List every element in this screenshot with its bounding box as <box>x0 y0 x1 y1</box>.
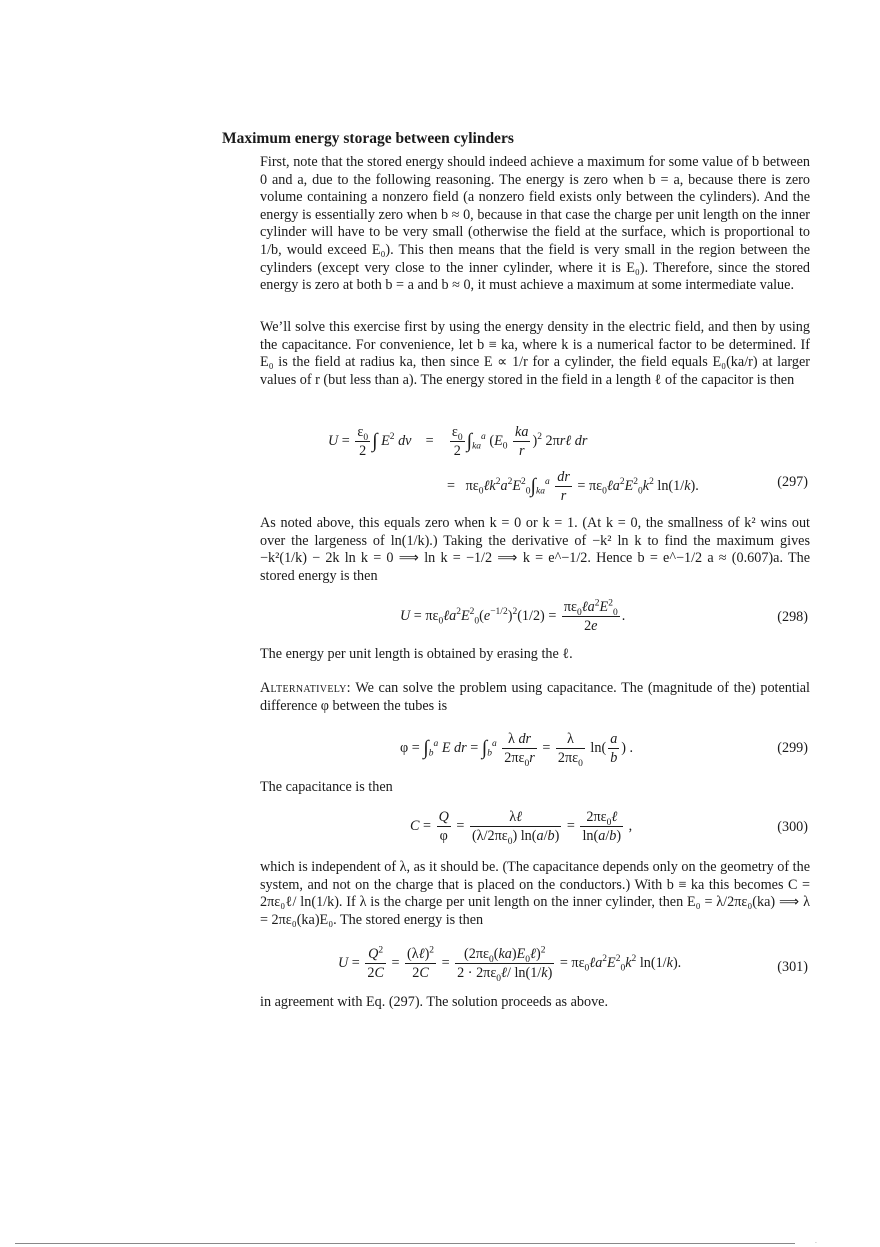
equation-number: (300) <box>777 819 808 835</box>
paragraph-text: We’ll solve this exercise first by using the energy density in the electric field, and then by using the capacitance. For convenience, let b ≡ ka, where k is a numerical factor to be determined. If E₀ is the field at radius ka, then since E ∝ 1/r for a cylinder, the field equals E₀(ka/r) at larger values of r (but less than a). The energy stored in the field in a length ℓ of the capacitor is then <box>260 319 810 388</box>
paragraph-text: The energy per unit length is obtained by erasing the ℓ. <box>260 646 573 662</box>
paragraph-text: As noted above, this equals zero when k = 0 or k = 1. (At k = 0, the smallness of k² wins out over the largeness of ln(1/k).) Taking the derivative of −k² ln k to find the maximum gives −k²(1/k) − 2k ln k = 0 ⟹ ln k = −1/2 ⟹ k = e^−1/2. Hence b = e^−1/2 a ≈ (0.607)a. The stored energy is then <box>260 515 810 584</box>
equation-297-line-1: U = $\frac{\varepsilon_0}{2}$ ∫ $E^2$ dv = $\frac{\varepsilon_0}{2}$ $\int_{ka}^a$ ($E_0$ $\frac{ka}{r}$ )$^2$ 2πrℓ dr <box>328 424 588 459</box>
equation-297-line-2: = $\pi\varepsilon_0\ell k^2a^2E^2_0\int_{ka}^a$ $\frac{dr}{r}$ = $\pi\varepsilon_0\ell a^2E^2_0k^2$ ln(1/k). <box>447 469 699 504</box>
paragraph-3 <box>260 515 810 585</box>
paragraph-2 <box>260 319 810 389</box>
equation-300: C = $\frac{Q}{\varphi}$ = $\frac{\text{λℓ}}{(\lambda/2\pi\varepsilon_0) \ln(a/b)}$ = $\frac{2\pi\varepsilon_0\ell}{\ln(a/b)}$ , <box>410 809 633 847</box>
bottom-rule <box>15 1243 795 1244</box>
equation-number: (299) <box>777 740 808 756</box>
equation-number: (301) <box>777 959 808 975</box>
equation-number: (297) <box>777 474 808 490</box>
paragraph-7 <box>260 859 810 929</box>
paragraph-text: First, note that the stored energy should indeed achieve a maximum for some value of b between 0 and a, due to the following reasoning. The energy is zero when b = a, because there is zero volume containing a nonzero field (a nonzero field exists only between the cylinders). And the energy is essentially zero when b ≈ 0, because in that case the charge per unit length on the inner cylinder will have to be very small (otherwise the field at the surface, which is proportional to 1/b, would exceed E₀). This then means that the field is very small in the region between the cylinders (except very close to the inner cylinder, where it is E₀). Therefore, since the stored energy is zero at both b = a and b ≈ 0, it must achieve a maximum at some intermediate value. <box>260 154 810 294</box>
section-heading: Maximum energy storage between cylinders <box>222 130 514 147</box>
paragraph-text: which is independent of λ, as it should be. (The capacitance depends only on the geometry of the system, and not on the charge that is placed on the conductors.) With b ≡ ka this becomes C = 2πε₀ℓ/ ln(1/k). If λ is the charge per unit length on the inner cylinder, then E₀ = λ/2πε₀(ka) ⟹ λ = 2πε₀(ka)E₀. The stored energy is then <box>260 859 810 928</box>
equation-301: U = $\frac{Q^2}{2C}$ = $\frac{(\lambda\ell)^2}{2C}$ = $\frac{(2\pi\varepsilon_0(ka)E_0\ell)^2}{2 \cdot 2\pi\varepsilon_0\ell/ \ln(1/k)}$ = $\pi\varepsilon_0\ell a^2E^2_0k^2$ ln(1/k). <box>338 945 682 984</box>
paragraph-text: The capacitance is then <box>260 779 393 795</box>
paragraph-text: We can solve the problem using capacitance. The (magnitude of the) potential difference φ between the tubes is <box>260 680 810 714</box>
page-dot: · <box>815 1240 817 1247</box>
equation-299: $\varphi = \int_b^a$ E dr = $\int_b^a$ $\frac{\text{λ dr}}{2\pi\varepsilon_0r}$ = $\frac{\lambda}{2\pi\varepsilon_0}$ ln( $\frac{a}{b}$ ) . <box>400 731 634 769</box>
equation-298: $U = \pi\varepsilon_0\ell a^2E^2_0(e^{-1/2})^2(1/2)$ = $\frac{\pi\varepsilon_0\ell a^2E^2_0}{2e}$ . <box>400 598 626 634</box>
paragraph-text: in agreement with Eq. (297). The solution proceeds as above. <box>260 994 609 1010</box>
paragraph-6 <box>260 779 810 797</box>
paragraph-8 <box>260 994 810 1012</box>
equation-number: (298) <box>777 609 808 625</box>
paragraph-1 <box>260 154 810 295</box>
alternatively-label: Alternatively: <box>260 680 351 696</box>
paragraph-5 <box>260 680 810 715</box>
paragraph-4 <box>260 646 810 664</box>
